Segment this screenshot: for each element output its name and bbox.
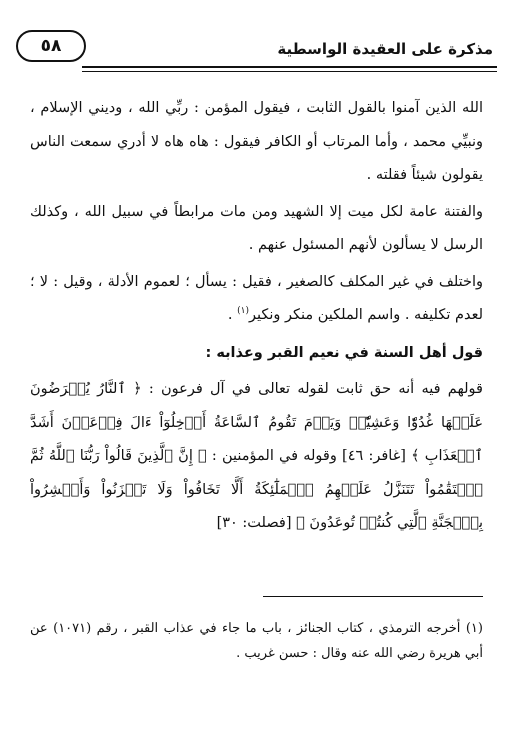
quran-verse-2: ﴿ إِنَّ ٱلَّذِينَ قَالُواْ رَبُّنَا ٱللَّهُ ثُمَّ ٱسۡتَقَٰمُواْ تَتَنَزَّلُ عَلَيۡهِمُ ٱلۡمَلَٰٓئِكَةُ أَلَّا تَخَافُواْ وَلَا تَحۡزَنُواْ وَأَبۡشِرُواْ بِٱلۡجَنَّةِ ٱلَّتِي كُنتُمۡ تُوعَدُونَ ﴾ xyxy=(30,448,483,531)
page-number-badge: ٥٨ xyxy=(16,30,86,62)
paragraph-4-intro: قولهم فيه أنه حق ثابت لقوله تعالى في آل فرعون : xyxy=(141,381,483,397)
quran-verse-1: ﴿ ٱلنَّارُ يُعۡرَضُونَ عَلَيۡهَا غُدُوّٗا وَعَشِيّٗاۚ وَيَوۡمَ تَقُومُ ٱلسَّاعَةُ أَدۡخِلُوٓاْ ءَالَ فِرۡعَوۡنَ أَشَدَّ ٱلۡعَذَابِ ﴾ xyxy=(30,381,483,464)
footnote-separator xyxy=(263,596,483,597)
paragraph-3-text: واختلف في غير المكلف كالصغير ، فقيل : يسأل ؛ لعموم الأدلة ، وقيل : لا ؛ لعدم تكليفه . واسم الملكين منكر ونكير xyxy=(30,273,483,323)
paragraph-3-end: . xyxy=(227,307,238,323)
header-rule-thin xyxy=(82,71,497,72)
footnote-1: (١) أخرجه الترمذي ، كتاب الجنائز ، باب ما جاء في عذاب القبر ، رقم (١٠٧١) عن أبي هريرة رضي الله عنه وقال : حسن غريب . xyxy=(30,621,483,661)
paragraph-4-mid: وقوله في المؤمنين : xyxy=(206,448,337,464)
section-heading: قول أهل السنة في نعيم القبر وعذابه : xyxy=(205,344,483,361)
header-rule xyxy=(82,66,497,68)
paragraph-1: الله الذين آمنوا بالقول الثابت ، فيقول المؤمن : ربِّي الله ، وديني الإسلام ، ونبيِّي محمد ، وأما المرتاب أو الكافر فيقول : هاه هاه لا أدري سمعت الناس يقولون شيئاً فقلته . xyxy=(30,100,483,183)
paragraph-2: والفتنة عامة لكل ميت إلا الشهيد ومن مات مرابطاً في سبيل الله ، وكذلك الرسل لا يسألون لأنهم المسئول عنهم . xyxy=(30,203,483,253)
verse-ref-2: [فصلت: ٣٠] xyxy=(216,515,297,531)
footnote-ref: (١) xyxy=(237,306,249,317)
footnotes xyxy=(30,616,483,666)
page-header xyxy=(16,30,497,70)
paragraph-4 xyxy=(30,373,483,541)
running-title: مذكرة على العقيدة الواسطية xyxy=(277,40,493,58)
verse-ref-1: [غافر: ٤٦] xyxy=(336,448,412,464)
paragraph-3 xyxy=(30,266,483,333)
main-text xyxy=(30,92,483,541)
